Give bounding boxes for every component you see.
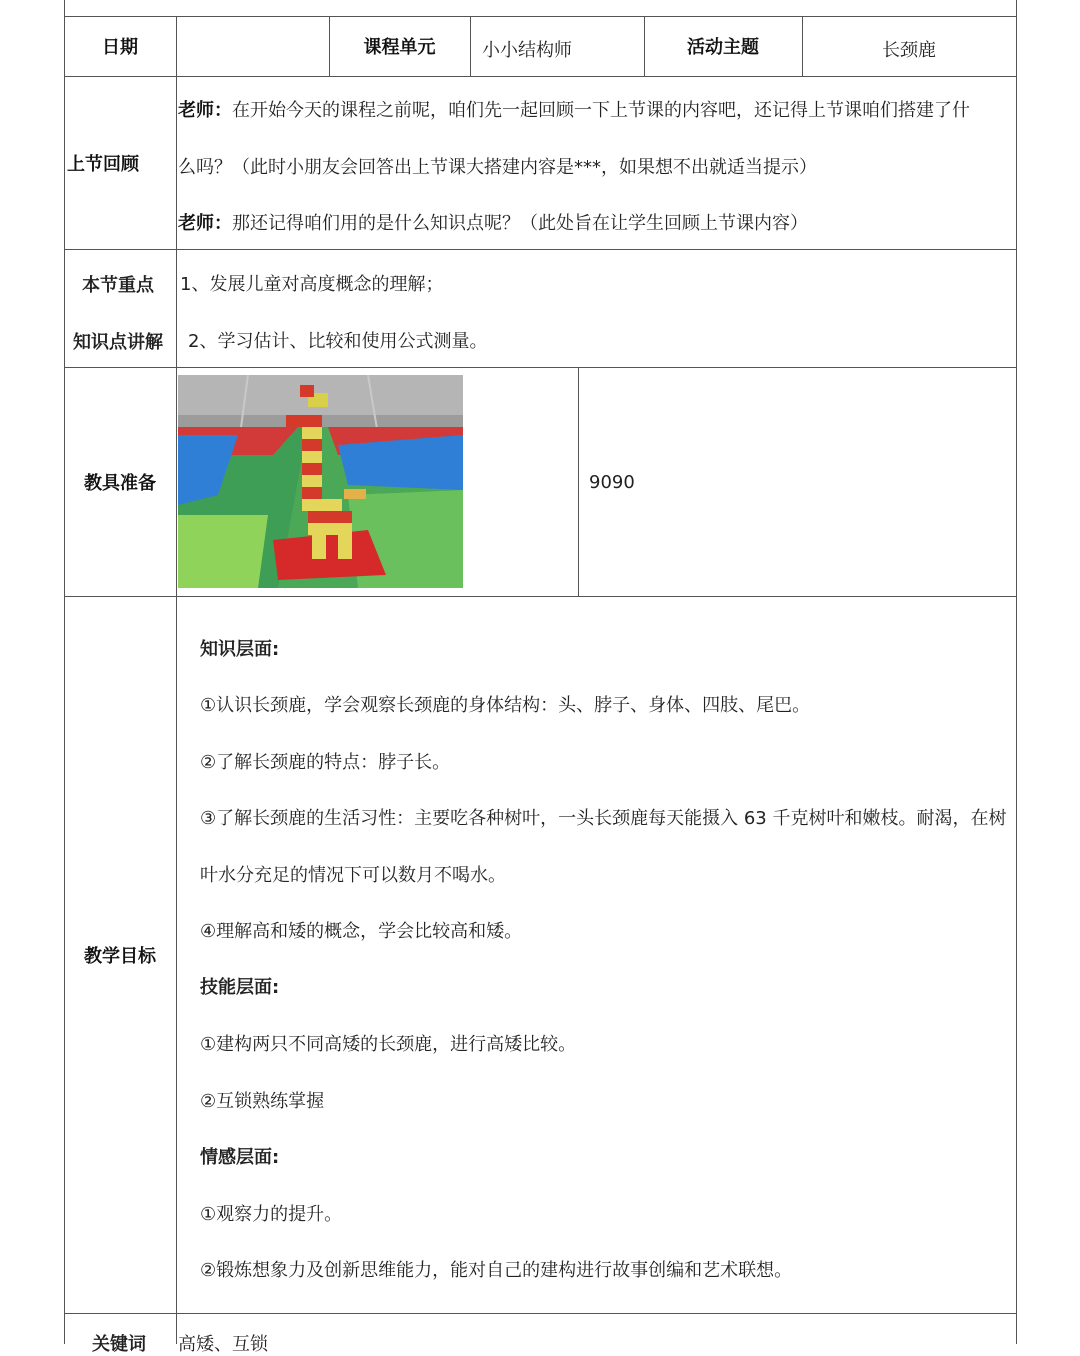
skill-item: ①建构两只不同高矮的长颈鹿，进行高矮比较。 bbox=[200, 1034, 577, 1055]
teacher-speaker-label: 老师： bbox=[178, 213, 232, 234]
giraffe-model-photo bbox=[178, 375, 463, 588]
teacher-speaker-label: 老师： bbox=[178, 100, 232, 121]
unit-label: 课程单元 bbox=[363, 37, 436, 58]
knowledge-item: ③了解长颈鹿的生活习性：主要吃各种树叶，一头长颈鹿每天能摄入 63 千克树叶和嫩枝。耐渴，在树 bbox=[200, 808, 1007, 829]
review-line-2: 么吗？（此时小朋友会回答出上节课大搭建内容是***，如果想不出就适当提示） bbox=[178, 157, 817, 178]
knowledge-item: ①认识长颈鹿，学会观察长颈鹿的身体结构：头、脖子、身体、四肢、尾巴。 bbox=[200, 695, 811, 716]
emotion-item: ①观察力的提升。 bbox=[200, 1204, 343, 1225]
date-label: 日期 bbox=[102, 37, 138, 58]
theme-value: 长颈鹿 bbox=[882, 40, 936, 61]
row-line-header bbox=[64, 76, 1017, 77]
materials-label: 教具准备 bbox=[84, 472, 156, 494]
materials-code: 9090 bbox=[589, 472, 635, 493]
knowledge-item: ②了解长颈鹿的特点：脖子长。 bbox=[200, 752, 451, 773]
theme-label: 活动主题 bbox=[687, 37, 759, 58]
keypoint-item: 2、学习估计、比较和使用公式测量。 bbox=[188, 331, 488, 352]
emotion-heading: 情感层面: bbox=[200, 1147, 280, 1168]
emotion-item: ②锻炼想象力及创新思维能力，能对自己的建构进行故事创编和艺术联想。 bbox=[200, 1260, 793, 1281]
row-line-objectives bbox=[64, 1313, 1017, 1314]
row-line-materials bbox=[64, 596, 1017, 597]
row-line-keypoints bbox=[64, 367, 1017, 368]
keypoint-item: 1、发展儿童对高度概念的理解； bbox=[180, 274, 444, 295]
unit-value: 小小结构师 bbox=[482, 40, 572, 61]
materials-divider bbox=[578, 367, 579, 596]
knowledge-item: ④理解高和矮的概念，学会比较高和矮。 bbox=[200, 921, 523, 942]
review-line-3 bbox=[178, 209, 808, 235]
keywords-value: 高矮、互锁 bbox=[178, 1334, 268, 1355]
knowledge-heading: 知识层面: bbox=[200, 639, 280, 660]
keywords-label: 关键词 bbox=[92, 1334, 146, 1355]
review-label: 上节回顾 bbox=[67, 153, 139, 175]
row-line-review bbox=[64, 249, 1017, 250]
table-border-right bbox=[1016, 0, 1017, 1344]
date-value bbox=[177, 16, 329, 76]
review-line-1-text: 在开始今天的课程之前呢，咱们先一起回顾一下上节课的内容吧，还记得上节课咱们搭建了什 bbox=[232, 100, 970, 121]
objectives-label: 教学目标 bbox=[84, 945, 156, 967]
skill-item: ②互锁熟练掌握 bbox=[200, 1091, 325, 1112]
label-column-divider bbox=[176, 16, 177, 1344]
knowledge-item: 叶水分充足的情况下可以数月不喝水。 bbox=[200, 865, 506, 886]
review-line-1 bbox=[178, 96, 970, 122]
review-line-3-text: 那还记得咱们用的是什么知识点呢？（此处旨在让学生回顾上节课内容） bbox=[232, 213, 808, 234]
skill-heading: 技能层面: bbox=[200, 977, 280, 998]
keypoints-label-line-1: 本节重点 bbox=[82, 275, 154, 296]
keypoints-label-line-2: 知识点讲解 bbox=[73, 332, 163, 353]
